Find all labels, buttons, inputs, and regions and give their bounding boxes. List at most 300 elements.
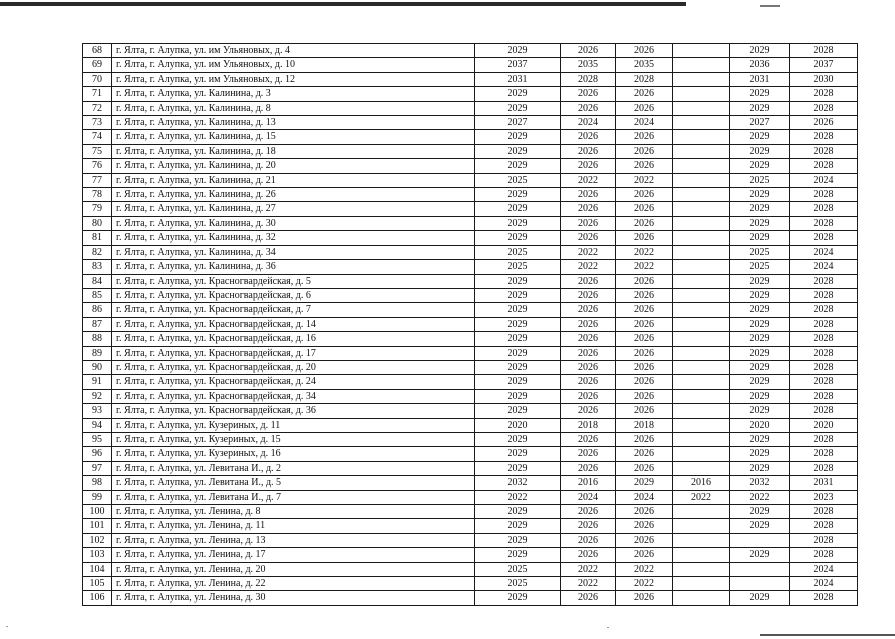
year-cell-2: 2026: [561, 332, 616, 346]
table-row: [83, 432, 858, 446]
year-cell-3: 2026: [616, 332, 673, 346]
year-cell-1: 2037: [475, 58, 561, 72]
year-cell-6: 2023: [790, 490, 858, 504]
year-cell-6: 2028: [790, 188, 858, 202]
year-cell-1: 2029: [475, 317, 561, 331]
year-cell-5: 2025: [730, 260, 790, 274]
year-cell-6: 2028: [790, 159, 858, 173]
year-cell-2: 2026: [561, 317, 616, 331]
year-cell-3: 2026: [616, 519, 673, 533]
year-cell-4: [673, 245, 730, 259]
year-cell-4: [673, 375, 730, 389]
year-cell-3: 2026: [616, 461, 673, 475]
year-cell-5: 2029: [730, 317, 790, 331]
table-row: [83, 202, 858, 216]
year-cell-5: 2020: [730, 418, 790, 432]
year-cell-5: 2029: [730, 447, 790, 461]
address-cell: г. Ялта, г. Алупка, ул. им Ульяновых, д. 4: [112, 44, 475, 58]
address-cell: г. Ялта, г. Алупка, ул. Кузериных, д. 11: [112, 418, 475, 432]
year-cell-2: 2024: [561, 116, 616, 130]
year-cell-4: [673, 577, 730, 591]
row-number-cell: 69: [83, 58, 112, 72]
year-cell-2: 2026: [561, 389, 616, 403]
row-number-cell: 94: [83, 418, 112, 432]
year-cell-1: 2029: [475, 360, 561, 374]
year-cell-3: 2026: [616, 188, 673, 202]
scan-edge-bottom: [760, 634, 895, 636]
year-cell-5: 2029: [730, 375, 790, 389]
address-cell: г. Ялта, г. Алупка, ул. им Ульяновых, д. 12: [112, 72, 475, 86]
address-cell: г. Ялта, г. Алупка, ул. Калинина, д. 34: [112, 245, 475, 259]
year-cell-5: 2029: [730, 360, 790, 374]
year-cell-5: 2029: [730, 332, 790, 346]
year-cell-4: [673, 173, 730, 187]
row-number-cell: 68: [83, 44, 112, 58]
year-cell-4: [673, 562, 730, 576]
year-cell-4: [673, 87, 730, 101]
year-cell-1: 2022: [475, 490, 561, 504]
table-row: [83, 58, 858, 72]
year-cell-1: 2029: [475, 130, 561, 144]
year-cell-5: 2029: [730, 519, 790, 533]
year-cell-1: 2029: [475, 202, 561, 216]
year-cell-6: 2028: [790, 274, 858, 288]
year-cell-4: [673, 519, 730, 533]
year-cell-5: 2029: [730, 159, 790, 173]
year-cell-6: 2028: [790, 87, 858, 101]
table-row: [83, 461, 858, 475]
address-cell: г. Ялта, г. Алупка, ул. Калинина, д. 3: [112, 87, 475, 101]
year-cell-3: 2029: [616, 476, 673, 490]
year-cell-3: 2026: [616, 130, 673, 144]
year-cell-6: 2028: [790, 44, 858, 58]
year-cell-1: 2027: [475, 116, 561, 130]
year-cell-3: 2022: [616, 173, 673, 187]
row-number-cell: 99: [83, 490, 112, 504]
year-cell-5: 2036: [730, 58, 790, 72]
row-number-cell: 91: [83, 375, 112, 389]
year-cell-1: 2029: [475, 44, 561, 58]
year-cell-3: 2026: [616, 375, 673, 389]
scan-speck: [6, 626, 8, 627]
year-cell-4: [673, 447, 730, 461]
year-cell-4: [673, 418, 730, 432]
address-cell: г. Ялта, г. Алупка, ул. Ленина, д. 22: [112, 577, 475, 591]
year-cell-5: 2029: [730, 144, 790, 158]
table-body: [83, 44, 858, 606]
year-cell-6: 2028: [790, 231, 858, 245]
row-number-cell: 77: [83, 173, 112, 187]
year-cell-5: [730, 577, 790, 591]
year-cell-2: 2026: [561, 216, 616, 230]
address-cell: г. Ялта, г. Алупка, ул. Красногвардейская, д. 34: [112, 389, 475, 403]
year-cell-1: 2029: [475, 144, 561, 158]
year-cell-5: 2025: [730, 173, 790, 187]
year-cell-5: 2029: [730, 288, 790, 302]
year-cell-3: 2026: [616, 87, 673, 101]
table-row: [83, 245, 858, 259]
year-cell-6: 2028: [790, 332, 858, 346]
year-cell-2: 2026: [561, 231, 616, 245]
year-cell-6: 2028: [790, 144, 858, 158]
year-cell-6: 2028: [790, 389, 858, 403]
row-number-cell: 103: [83, 548, 112, 562]
row-number-cell: 101: [83, 519, 112, 533]
table-row: [83, 173, 858, 187]
year-cell-6: 2028: [790, 317, 858, 331]
year-cell-1: 2029: [475, 447, 561, 461]
year-cell-3: 2026: [616, 231, 673, 245]
year-cell-5: 2029: [730, 231, 790, 245]
table-row: [83, 274, 858, 288]
year-cell-2: 2026: [561, 288, 616, 302]
year-cell-5: [730, 533, 790, 547]
year-cell-1: 2029: [475, 332, 561, 346]
year-cell-4: [673, 202, 730, 216]
year-cell-3: 2022: [616, 245, 673, 259]
row-number-cell: 83: [83, 260, 112, 274]
table-row: [83, 533, 858, 547]
row-number-cell: 90: [83, 360, 112, 374]
row-number-cell: 73: [83, 116, 112, 130]
year-cell-5: 2029: [730, 461, 790, 475]
year-cell-3: 2026: [616, 389, 673, 403]
table-row: [83, 346, 858, 360]
year-cell-6: 2028: [790, 447, 858, 461]
year-cell-4: [673, 317, 730, 331]
table-row: [83, 447, 858, 461]
year-cell-3: 2022: [616, 577, 673, 591]
year-cell-2: 2026: [561, 188, 616, 202]
row-number-cell: 106: [83, 591, 112, 605]
year-cell-5: 2029: [730, 303, 790, 317]
address-cell: г. Ялта, г. Алупка, ул. Калинина, д. 26: [112, 188, 475, 202]
address-cell: г. Ялта, г. Алупка, ул. Красногвардейская, д. 5: [112, 274, 475, 288]
table-row: [83, 562, 858, 576]
row-number-cell: 102: [83, 533, 112, 547]
year-cell-2: 2016: [561, 476, 616, 490]
year-cell-5: 2029: [730, 548, 790, 562]
row-number-cell: 74: [83, 130, 112, 144]
table-row: [83, 231, 858, 245]
address-cell: г. Ялта, г. Алупка, ул. Ленина, д. 8: [112, 505, 475, 519]
year-cell-1: 2029: [475, 188, 561, 202]
table-row: [83, 490, 858, 504]
year-cell-2: 2026: [561, 461, 616, 475]
year-cell-6: 2028: [790, 519, 858, 533]
table-row: [83, 72, 858, 86]
year-cell-5: 2029: [730, 188, 790, 202]
year-cell-6: 2028: [790, 548, 858, 562]
year-cell-3: 2026: [616, 447, 673, 461]
address-cell: г. Ялта, г. Алупка, ул. им Ульяновых, д. 10: [112, 58, 475, 72]
table-row: [83, 505, 858, 519]
year-cell-3: 2026: [616, 317, 673, 331]
table-row: [83, 260, 858, 274]
year-cell-3: 2026: [616, 144, 673, 158]
row-number-cell: 87: [83, 317, 112, 331]
address-cell: г. Ялта, г. Алупка, ул. Калинина, д. 18: [112, 144, 475, 158]
year-cell-4: [673, 505, 730, 519]
row-number-cell: 100: [83, 505, 112, 519]
address-cell: г. Ялта, г. Алупка, ул. Красногвардейская, д. 6: [112, 288, 475, 302]
year-cell-1: 2029: [475, 461, 561, 475]
row-number-cell: 80: [83, 216, 112, 230]
row-number-cell: 89: [83, 346, 112, 360]
year-cell-6: 2028: [790, 591, 858, 605]
year-cell-6: 2028: [790, 533, 858, 547]
year-cell-3: 2024: [616, 490, 673, 504]
year-cell-3: 2026: [616, 274, 673, 288]
year-cell-5: 2029: [730, 432, 790, 446]
year-cell-1: 2029: [475, 216, 561, 230]
row-number-cell: 72: [83, 101, 112, 115]
address-cell: г. Ялта, г. Алупка, ул. Левитана И., д. 7: [112, 490, 475, 504]
table-row: [83, 44, 858, 58]
year-cell-4: [673, 360, 730, 374]
year-cell-2: 2026: [561, 87, 616, 101]
year-cell-3: 2022: [616, 562, 673, 576]
scan-speck: [607, 627, 609, 628]
year-cell-6: 2028: [790, 404, 858, 418]
year-cell-4: [673, 591, 730, 605]
table-row: [83, 116, 858, 130]
year-cell-1: 2029: [475, 389, 561, 403]
year-cell-2: 2022: [561, 577, 616, 591]
table-row: [83, 375, 858, 389]
year-cell-5: 2027: [730, 116, 790, 130]
address-cell: г. Ялта, г. Алупка, ул. Красногвардейская, д. 7: [112, 303, 475, 317]
year-cell-2: 2026: [561, 44, 616, 58]
year-cell-2: 2026: [561, 404, 616, 418]
address-cell: г. Ялта, г. Алупка, ул. Кузериных, д. 16: [112, 447, 475, 461]
table-row: [83, 188, 858, 202]
year-cell-6: 2028: [790, 505, 858, 519]
table-row: [83, 288, 858, 302]
year-cell-3: 2024: [616, 116, 673, 130]
address-cell: г. Ялта, г. Алупка, ул. Калинина, д. 30: [112, 216, 475, 230]
year-cell-2: 2026: [561, 101, 616, 115]
year-cell-6: 2024: [790, 577, 858, 591]
row-number-cell: 93: [83, 404, 112, 418]
address-cell: г. Ялта, г. Алупка, ул. Ленина, д. 17: [112, 548, 475, 562]
row-number-cell: 98: [83, 476, 112, 490]
year-cell-5: 2029: [730, 389, 790, 403]
table-row: [83, 389, 858, 403]
year-cell-1: 2029: [475, 303, 561, 317]
row-number-cell: 79: [83, 202, 112, 216]
year-cell-5: 2025: [730, 245, 790, 259]
year-cell-4: [673, 216, 730, 230]
year-cell-4: [673, 159, 730, 173]
row-number-cell: 78: [83, 188, 112, 202]
year-cell-4: [673, 231, 730, 245]
table-row: [83, 303, 858, 317]
year-cell-5: 2022: [730, 490, 790, 504]
address-cell: г. Ялта, г. Алупка, ул. Левитана И., д. 2: [112, 461, 475, 475]
year-cell-3: 2026: [616, 44, 673, 58]
year-cell-4: [673, 101, 730, 115]
year-cell-2: 2026: [561, 375, 616, 389]
year-cell-2: 2026: [561, 303, 616, 317]
year-cell-6: 2031: [790, 476, 858, 490]
year-cell-1: 2029: [475, 159, 561, 173]
year-cell-2: 2026: [561, 591, 616, 605]
year-cell-5: 2029: [730, 87, 790, 101]
year-cell-6: 2028: [790, 202, 858, 216]
address-cell: г. Ялта, г. Алупка, ул. Красногвардейская, д. 36: [112, 404, 475, 418]
address-cell: г. Ялта, г. Алупка, ул. Ленина, д. 11: [112, 519, 475, 533]
year-cell-1: 2029: [475, 533, 561, 547]
table-row: [83, 159, 858, 173]
year-cell-3: 2026: [616, 432, 673, 446]
row-number-cell: 96: [83, 447, 112, 461]
year-cell-1: 2025: [475, 577, 561, 591]
year-cell-1: 2029: [475, 346, 561, 360]
year-cell-3: 2026: [616, 303, 673, 317]
year-cell-1: 2025: [475, 173, 561, 187]
year-cell-2: 2026: [561, 548, 616, 562]
address-cell: г. Ялта, г. Алупка, ул. Калинина, д. 21: [112, 173, 475, 187]
year-cell-2: 2022: [561, 245, 616, 259]
year-cell-4: [673, 332, 730, 346]
year-cell-2: 2018: [561, 418, 616, 432]
year-cell-6: 2024: [790, 562, 858, 576]
year-cell-2: 2026: [561, 144, 616, 158]
year-cell-6: 2028: [790, 130, 858, 144]
address-cell: г. Ялта, г. Алупка, ул. Калинина, д. 13: [112, 116, 475, 130]
year-cell-6: 2028: [790, 303, 858, 317]
year-cell-2: 2026: [561, 505, 616, 519]
year-cell-6: 2024: [790, 173, 858, 187]
year-cell-3: 2026: [616, 548, 673, 562]
address-cell: г. Ялта, г. Алупка, ул. Калинина, д. 15: [112, 130, 475, 144]
year-cell-4: [673, 72, 730, 86]
year-cell-3: 2026: [616, 288, 673, 302]
year-cell-5: 2032: [730, 476, 790, 490]
table-row: [83, 317, 858, 331]
year-cell-1: 2029: [475, 505, 561, 519]
year-cell-1: 2029: [475, 101, 561, 115]
table-row: [83, 591, 858, 605]
year-cell-1: 2025: [475, 562, 561, 576]
year-cell-4: [673, 288, 730, 302]
year-cell-4: [673, 533, 730, 547]
year-cell-3: 2026: [616, 202, 673, 216]
year-cell-2: 2035: [561, 58, 616, 72]
address-cell: г. Ялта, г. Алупка, ул. Калинина, д. 32: [112, 231, 475, 245]
year-cell-2: 2022: [561, 260, 616, 274]
year-cell-1: 2029: [475, 519, 561, 533]
year-cell-4: [673, 303, 730, 317]
row-number-cell: 86: [83, 303, 112, 317]
year-cell-2: 2026: [561, 533, 616, 547]
year-cell-4: [673, 432, 730, 446]
scan-edge-top: [0, 2, 686, 6]
year-cell-6: 2028: [790, 375, 858, 389]
table-row: [83, 548, 858, 562]
table-row: [83, 332, 858, 346]
row-number-cell: 88: [83, 332, 112, 346]
year-cell-3: 2026: [616, 159, 673, 173]
year-cell-1: 2029: [475, 375, 561, 389]
address-cell: г. Ялта, г. Алупка, ул. Ленина, д. 30: [112, 591, 475, 605]
year-cell-6: 2028: [790, 346, 858, 360]
row-number-cell: 105: [83, 577, 112, 591]
year-cell-2: 2026: [561, 202, 616, 216]
table-row: [83, 404, 858, 418]
year-cell-4: [673, 44, 730, 58]
table-row: [83, 476, 858, 490]
year-cell-2: 2024: [561, 490, 616, 504]
row-number-cell: 97: [83, 461, 112, 475]
address-cell: г. Ялта, г. Алупка, ул. Левитана И., д. 5: [112, 476, 475, 490]
year-cell-3: 2028: [616, 72, 673, 86]
table-row: [83, 216, 858, 230]
row-number-cell: 92: [83, 389, 112, 403]
year-cell-6: 2030: [790, 72, 858, 86]
year-cell-6: 2028: [790, 216, 858, 230]
row-number-cell: 95: [83, 432, 112, 446]
address-cell: г. Ялта, г. Алупка, ул. Ленина, д. 13: [112, 533, 475, 547]
year-cell-6: 2024: [790, 245, 858, 259]
year-cell-1: 2029: [475, 231, 561, 245]
year-cell-2: 2026: [561, 130, 616, 144]
year-cell-5: 2029: [730, 274, 790, 288]
address-cell: г. Ялта, г. Алупка, ул. Красногвардейская, д. 17: [112, 346, 475, 360]
year-cell-5: 2031: [730, 72, 790, 86]
year-cell-2: 2022: [561, 173, 616, 187]
year-cell-5: 2029: [730, 346, 790, 360]
year-cell-6: 2037: [790, 58, 858, 72]
year-cell-2: 2026: [561, 360, 616, 374]
table-row: [83, 87, 858, 101]
year-cell-4: [673, 548, 730, 562]
year-cell-4: [673, 461, 730, 475]
year-cell-2: 2026: [561, 447, 616, 461]
row-number-cell: 75: [83, 144, 112, 158]
table-row: [83, 130, 858, 144]
year-cell-1: 2025: [475, 260, 561, 274]
year-cell-5: [730, 562, 790, 576]
address-cell: г. Ялта, г. Алупка, ул. Ленина, д. 20: [112, 562, 475, 576]
row-number-cell: 104: [83, 562, 112, 576]
year-cell-3: 2026: [616, 591, 673, 605]
year-cell-4: [673, 346, 730, 360]
table-row: [83, 577, 858, 591]
year-cell-5: 2029: [730, 505, 790, 519]
scan-edge-mark: [760, 5, 780, 7]
address-cell: г. Ялта, г. Алупка, ул. Красногвардейская, д. 24: [112, 375, 475, 389]
table-row: [83, 144, 858, 158]
address-cell: г. Ялта, г. Алупка, ул. Красногвардейская, д. 16: [112, 332, 475, 346]
year-cell-5: 2029: [730, 591, 790, 605]
address-cell: г. Ялта, г. Алупка, ул. Калинина, д. 36: [112, 260, 475, 274]
year-cell-4: [673, 188, 730, 202]
year-cell-4: [673, 404, 730, 418]
year-cell-3: 2018: [616, 418, 673, 432]
table-row: [83, 418, 858, 432]
row-number-cell: 81: [83, 231, 112, 245]
row-number-cell: 70: [83, 72, 112, 86]
year-cell-2: 2026: [561, 274, 616, 288]
year-cell-4: [673, 130, 730, 144]
row-number-cell: 76: [83, 159, 112, 173]
year-cell-2: 2022: [561, 562, 616, 576]
table-row: [83, 519, 858, 533]
address-cell: г. Ялта, г. Алупка, ул. Калинина, д. 27: [112, 202, 475, 216]
year-cell-3: 2026: [616, 404, 673, 418]
